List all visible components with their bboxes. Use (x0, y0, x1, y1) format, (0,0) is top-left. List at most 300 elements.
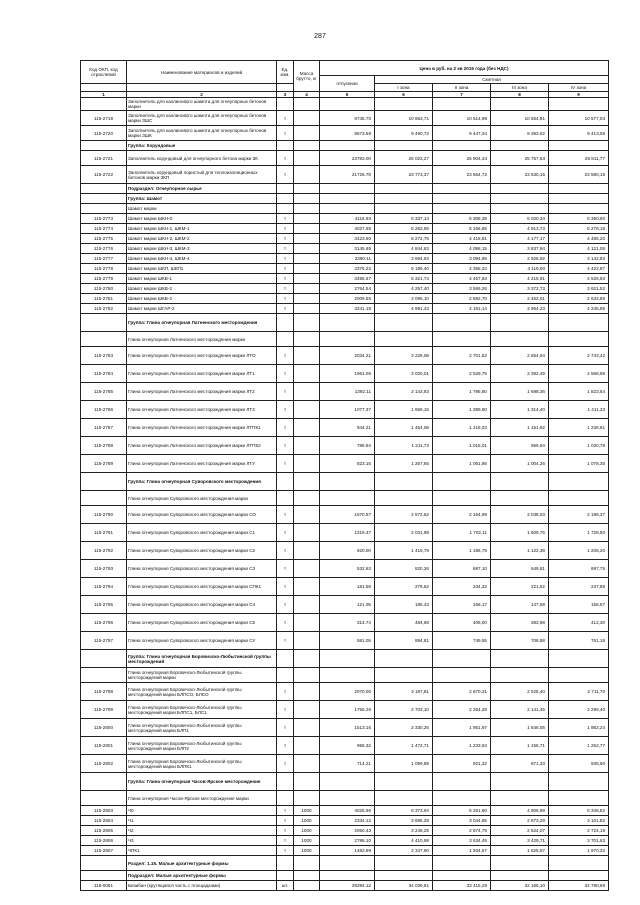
price-zone3: 649,81 (491, 560, 549, 578)
item-code (81, 204, 127, 214)
price-zone4 (549, 668, 609, 683)
price-zone1: 1 454,08 (375, 419, 433, 437)
header-name: Наименование материалов и изделий (127, 61, 277, 84)
table-row (81, 332, 609, 347)
item-name: Группа: Глина огнеупорная Латненского месторождения (127, 314, 277, 332)
item-mass (294, 111, 320, 126)
price-release: 1513.16 (320, 719, 375, 737)
item-code (81, 791, 127, 806)
price-release: 1319.47 (320, 524, 375, 542)
price-zone1 (375, 98, 433, 111)
item-unit: т (277, 806, 294, 816)
price-zone2: 1 934,57 (433, 846, 491, 856)
price-table (80, 60, 609, 891)
item-name: Заполнитель для каолинового шамота для огнеупорных бетонов марки (127, 98, 277, 111)
item-code: 115-2778 (81, 264, 127, 274)
item-code: 115-2791 (81, 524, 127, 542)
item-name: Глина огнеупорная Латненского месторождения марки ЛТ3 (127, 401, 277, 419)
price-zone1: 1 416,79 (375, 542, 433, 560)
price-zone3: 3 372,73 (491, 284, 549, 294)
item-name: Шамот марки ШКВ-2 (127, 284, 277, 294)
price-zone2 (433, 473, 491, 491)
price-zone3: 4 119,00 (491, 264, 549, 274)
price-zone3 (491, 194, 549, 204)
table-row (81, 254, 609, 264)
item-mass (294, 881, 320, 891)
table-row (81, 437, 609, 455)
price-release: 181.58 (320, 578, 375, 596)
item-name: Глина огнеупорная Латненского месторождения марки ЛТ2 (127, 383, 277, 401)
price-zone2: 23 664,72 (433, 166, 491, 184)
item-name: Глина огнеупорная Суворовского месторождения марки С4 (127, 596, 277, 614)
price-zone4: 3 101,82 (549, 816, 609, 826)
item-mass (294, 437, 320, 455)
price-zone3: 1 314,40 (491, 401, 549, 419)
price-zone1 (375, 871, 433, 881)
price-zone2: 10 614,98 (433, 111, 491, 126)
price-zone2 (433, 791, 491, 806)
price-zone4: 3 142,83 (549, 254, 609, 264)
header-unit: Ед. изм. (277, 61, 294, 84)
price-zone3 (491, 184, 549, 194)
price-release: 944.21 (320, 419, 375, 437)
item-code (81, 491, 127, 506)
item-name: Ч1 (127, 816, 277, 826)
group-row (81, 141, 609, 151)
price-zone1: 186,43 (375, 596, 433, 614)
price-zone2: 1 389,80 (433, 401, 491, 419)
price-zone3: 1 609,75 (491, 524, 549, 542)
price-release (320, 773, 375, 791)
item-unit: т (277, 632, 294, 650)
price-zone1: 3 695,28 (375, 816, 433, 826)
price-zone4: 2 188,37 (549, 506, 609, 524)
price-zone2: 4 355,34 (433, 264, 491, 274)
price-release: 3455.67 (320, 274, 375, 284)
col-number: 3 (277, 92, 294, 98)
price-zone1: 894,81 (375, 632, 433, 650)
item-name: Шамот марки ШКН-2, ШКМ-2 (127, 234, 277, 244)
table-row (81, 506, 609, 524)
item-name: Ч0 (127, 806, 277, 816)
price-zone3 (491, 314, 549, 332)
item-unit (277, 871, 294, 881)
price-zone2: 921,32 (433, 755, 491, 773)
price-zone1: 1 267,65 (375, 455, 433, 473)
price-zone4: 2 632,89 (549, 294, 609, 304)
price-zone4: 2 724,19 (549, 826, 609, 836)
item-code: 115-2793 (81, 560, 127, 578)
price-zone2 (433, 194, 491, 204)
price-zone4: 5 350,60 (549, 214, 609, 224)
price-zone4: 2 711,70 (549, 683, 609, 701)
price-zone2: 4 416,81 (433, 234, 491, 244)
price-zone3 (491, 473, 549, 491)
price-release (320, 491, 375, 506)
item-name: Глина огнеупорная Латненского месторождения марки ЛТПК1 (127, 419, 277, 437)
header-mass: Масса брутто, кг (294, 61, 320, 92)
item-code: 115-2795 (81, 596, 127, 614)
price-release: 1961.05 (320, 365, 375, 383)
item-name: ЧПК1 (127, 846, 277, 856)
price-zone4: 4 422,87 (549, 264, 609, 274)
item-unit (277, 791, 294, 806)
item-mass (294, 755, 320, 773)
table-row (81, 719, 609, 737)
item-code: 115-2797 (81, 632, 127, 650)
price-release (320, 98, 375, 111)
table-row (81, 383, 609, 401)
item-unit: т (277, 166, 294, 184)
item-code: 115-2782 (81, 304, 127, 314)
price-zone4: 23 580,15 (549, 166, 609, 184)
price-zone3: 1 122,38 (491, 542, 549, 560)
price-zone2 (433, 856, 491, 871)
item-name: Группа: Глина огнеупорная Часов-Ярское месторождение (127, 773, 277, 791)
price-release (320, 473, 375, 491)
item-name: Заполнитель для каолинового шамота для огнеупорных бетонов марки ЗШК (127, 126, 277, 141)
price-zone3: 2 926,92 (491, 254, 549, 264)
item-code: 115-2796 (81, 614, 127, 632)
item-unit (277, 650, 294, 668)
item-mass (294, 650, 320, 668)
item-name: Шамот марки ШКН-4, ШКМ-4 (127, 254, 277, 264)
item-mass: 1000 (294, 836, 320, 846)
table-row (81, 294, 609, 304)
item-unit: т (277, 755, 294, 773)
price-zone4 (549, 791, 609, 806)
price-zone3: 32 166,10 (491, 881, 549, 891)
price-release: 786.84 (320, 437, 375, 455)
item-name: Глина огнеупорная Боровичско-Любытинской группы месторождений марки БЛПС1, БЛС1 (127, 701, 277, 719)
price-zone1: 3 187,81 (375, 683, 433, 701)
price-zone2 (433, 491, 491, 506)
item-code (81, 141, 127, 151)
item-mass (294, 274, 320, 284)
item-unit: т (277, 214, 294, 224)
price-zone1: 23 773,37 (375, 166, 433, 184)
price-zone1 (375, 184, 433, 194)
item-mass (294, 871, 320, 881)
price-zone4 (549, 856, 609, 871)
item-code: 115-2807 (81, 846, 127, 856)
table-row (81, 98, 609, 111)
price-zone2: 1 186,79 (433, 542, 491, 560)
price-release (320, 184, 375, 194)
price-zone1: 279,62 (375, 578, 433, 596)
table-row (81, 274, 609, 284)
price-release: 1755.26 (320, 701, 375, 719)
price-zone3: 2 038,03 (491, 506, 549, 524)
price-table-sheet (80, 60, 608, 891)
item-code: 115-2774 (81, 224, 127, 234)
price-release: 121.05 (320, 596, 375, 614)
item-mass (294, 194, 320, 204)
price-zone4: 1 236,91 (549, 419, 609, 437)
price-zone2: 3 634,49 (433, 836, 491, 846)
item-name: Глина огнеупорная Суворовского месторождения марки СПК1 (127, 578, 277, 596)
item-mass (294, 491, 320, 506)
price-release: 823.15 (320, 455, 375, 473)
item-code (81, 184, 127, 194)
item-mass (294, 560, 320, 578)
item-unit: т (277, 506, 294, 524)
price-zone1: 2 347,90 (375, 846, 433, 856)
price-zone4: 4 245,95 (549, 304, 609, 314)
item-unit: т (277, 274, 294, 284)
price-zone3: 3 954,23 (491, 304, 549, 314)
price-zone3: 2 525,40 (491, 683, 549, 701)
item-code: 115-2794 (81, 578, 127, 596)
price-release: 4027.65 (320, 224, 375, 234)
table-row (81, 401, 609, 419)
price-zone1: 4 844,63 (375, 244, 433, 254)
price-zone1: 5 272,76 (375, 234, 433, 244)
group-row (81, 650, 609, 668)
price-release: 956.32 (320, 737, 375, 755)
table-row (81, 224, 609, 234)
table-row (81, 304, 609, 314)
price-zone2: 4 457,83 (433, 274, 491, 284)
price-zone1: 2 572,62 (375, 506, 433, 524)
price-zone3: 1 846,05 (491, 719, 549, 737)
table-row (81, 419, 609, 437)
item-mass (294, 98, 320, 111)
table-row (81, 214, 609, 224)
item-unit (277, 194, 294, 204)
price-zone1: 4 257,40 (375, 284, 433, 294)
item-mass (294, 234, 320, 244)
table-row (81, 578, 609, 596)
price-zone2: 2 592,70 (433, 294, 491, 304)
table-row (81, 284, 609, 294)
col-number: 2 (127, 92, 277, 98)
price-release: 920.00 (320, 542, 375, 560)
item-code: 115-2788 (81, 437, 127, 455)
price-zone1 (375, 473, 433, 491)
price-zone3 (491, 650, 549, 668)
table-row (81, 632, 609, 650)
price-zone2: 3 566,26 (433, 284, 491, 294)
price-zone4: 1 728,50 (549, 524, 609, 542)
item-mass (294, 284, 320, 294)
price-zone1 (375, 332, 433, 347)
group-row (81, 773, 609, 791)
price-zone2 (433, 871, 491, 881)
price-zone3: 221,52 (491, 578, 549, 596)
table-row (81, 668, 609, 683)
price-release: 1670.57 (320, 506, 375, 524)
price-release: 714.21 (320, 755, 375, 773)
item-name: Глина огнеупорная Латненского месторождения марки ЛТО (127, 347, 277, 365)
item-mass (294, 419, 320, 437)
price-zone4: 2 299,40 (549, 701, 609, 719)
price-zone4 (549, 141, 609, 151)
item-name: Ч3 (127, 836, 277, 846)
item-name: Ч2 (127, 826, 277, 836)
item-unit: т (277, 111, 294, 126)
table-row (81, 737, 609, 755)
item-unit: т (277, 304, 294, 314)
price-zone1: 2 703,10 (375, 701, 433, 719)
item-unit: т (277, 383, 294, 401)
price-zone4: 237,88 (549, 578, 609, 596)
item-mass (294, 304, 320, 314)
price-release (320, 332, 375, 347)
price-release: 1392.11 (320, 383, 375, 401)
price-release: 8673.69 (320, 126, 375, 141)
table-body (81, 98, 609, 891)
price-zone2 (433, 98, 491, 111)
item-unit (277, 184, 294, 194)
item-code (81, 668, 127, 683)
price-zone4 (549, 871, 609, 881)
item-name: Заполнитель корундовый для огнеупорного бетона марки ЗК (127, 151, 277, 166)
price-release: 314.74 (320, 614, 375, 632)
price-zone2: 9 447,34 (433, 126, 491, 141)
price-release: 2034.21 (320, 347, 375, 365)
price-zone1: 484,68 (375, 614, 433, 632)
price-release: 2070.00 (320, 683, 375, 701)
item-name: Заполнитель для каолинового шамота для огнеупорных бетонов марки ЗШС (127, 111, 277, 126)
price-zone3: 3 429,71 (491, 836, 549, 846)
item-code: 115-2780 (81, 284, 127, 294)
price-zone3 (491, 871, 549, 881)
item-name: Шамот марки ШКН-3, ШКМ-3 (127, 244, 277, 254)
item-unit: т (277, 836, 294, 846)
item-mass (294, 668, 320, 683)
price-zone3: 1 151,92 (491, 419, 549, 437)
item-name: Группа: Корундовые (127, 141, 277, 151)
item-unit: т (277, 826, 294, 836)
price-zone3: 4 905,99 (491, 806, 549, 816)
item-unit: т (277, 284, 294, 294)
price-zone1: 34 039,81 (375, 881, 433, 891)
price-zone1: 26 023,27 (375, 151, 433, 166)
item-mass (294, 141, 320, 151)
price-zone4: 412,30 (549, 614, 609, 632)
item-unit: т (277, 737, 294, 755)
price-zone2 (433, 141, 491, 151)
item-name: Глина огнеупорная Латненского месторождения марки ЛТ1 (127, 365, 277, 383)
price-zone4: 1 030,78 (549, 437, 609, 455)
table-row (81, 701, 609, 719)
price-zone3: 383,98 (491, 614, 549, 632)
price-zone4 (549, 332, 609, 347)
price-zone3 (491, 491, 549, 506)
price-zone1: 3 246,25 (375, 826, 433, 836)
price-zone2: 1 233,63 (433, 737, 491, 755)
page-number: 287 (314, 33, 326, 40)
table-row (81, 491, 609, 506)
price-zone1: 1 099,89 (375, 755, 433, 773)
table-row (81, 455, 609, 473)
table-row (81, 234, 609, 244)
price-zone4: 697,75 (549, 560, 609, 578)
item-unit: т (277, 846, 294, 856)
item-unit: т (277, 234, 294, 244)
item-name: Глина огнеупорная Суворовского месторождения марки СУ (127, 632, 277, 650)
item-unit: т (277, 455, 294, 473)
price-zone1 (375, 856, 433, 871)
price-zone3: 708,88 (491, 632, 549, 650)
price-zone3: 1 698,36 (491, 383, 549, 401)
item-mass (294, 244, 320, 254)
price-zone3 (491, 773, 549, 791)
header-release: отпускная (320, 76, 375, 92)
section-row (81, 184, 609, 194)
item-code: 115-2777 (81, 254, 127, 264)
item-mass (294, 254, 320, 264)
item-mass (294, 383, 320, 401)
item-name: Шамот марки ШГАР-2 (127, 304, 277, 314)
price-zone1 (375, 314, 433, 332)
price-release: 2786.10 (320, 836, 375, 846)
item-unit: т (277, 524, 294, 542)
price-release: 2390.11 (320, 254, 375, 264)
item-unit (277, 668, 294, 683)
item-code: 115-2804 (81, 816, 127, 826)
table-row (81, 542, 609, 560)
table-row (81, 755, 609, 773)
price-zone2: 2 674,79 (433, 826, 491, 836)
item-mass (294, 856, 320, 871)
col-number: 1 (81, 92, 127, 98)
item-mass (294, 578, 320, 596)
item-name: Глина огнеупорная Латненского месторождения марки ЛТУ (127, 455, 277, 473)
price-zone2 (433, 668, 491, 683)
item-name: Глина огнеупорная Суворовского месторождения марки С2 (127, 542, 277, 560)
price-zone4 (549, 184, 609, 194)
item-name: Глина огнеупорная Часов-Ярское месторождение марки (127, 791, 277, 806)
price-zone2: 33 415,29 (433, 881, 491, 891)
item-mass (294, 224, 320, 234)
price-release: 3145.65 (320, 244, 375, 254)
table-row (81, 826, 609, 836)
header-unit-cont (277, 84, 294, 92)
item-unit: т (277, 347, 294, 365)
item-code: 115-2786 (81, 401, 127, 419)
item-unit (277, 314, 294, 332)
item-name: Глина огнеупорная Латненского месторождения марки ЛТПК2 (127, 437, 277, 455)
item-name: Группа: Шамот (127, 194, 277, 204)
price-zone2 (433, 773, 491, 791)
price-zone4: 761,18 (549, 632, 609, 650)
item-code (81, 773, 127, 791)
item-code (81, 650, 127, 668)
price-zone1: 5 321,74 (375, 274, 433, 284)
price-zone2: 687,10 (433, 560, 491, 578)
item-name: Глина огнеупорная Суворовского месторождения марки С5 (127, 614, 277, 632)
item-mass (294, 524, 320, 542)
item-code (81, 856, 127, 871)
price-zone1 (375, 791, 433, 806)
price-release: 2050.43 (320, 826, 375, 836)
price-zone4: 2 568,96 (549, 365, 609, 383)
price-release (320, 856, 375, 871)
item-code: 115-2722 (81, 166, 127, 184)
table-row (81, 816, 609, 826)
price-zone2: 156,17 (433, 596, 491, 614)
item-code (81, 314, 127, 332)
header-name-cont (127, 84, 277, 92)
price-zone4: 1 078,35 (549, 455, 609, 473)
price-zone2: 749,55 (433, 632, 491, 650)
item-name: Глина огнеупорная Боровичско-Любытинской группы месторождений марки БЛП2 (127, 737, 277, 755)
table-row (81, 791, 609, 806)
item-name: Раздел: 1.16. Малые архитектурные формы (127, 856, 277, 871)
price-zone2: 1 795,80 (433, 383, 491, 401)
